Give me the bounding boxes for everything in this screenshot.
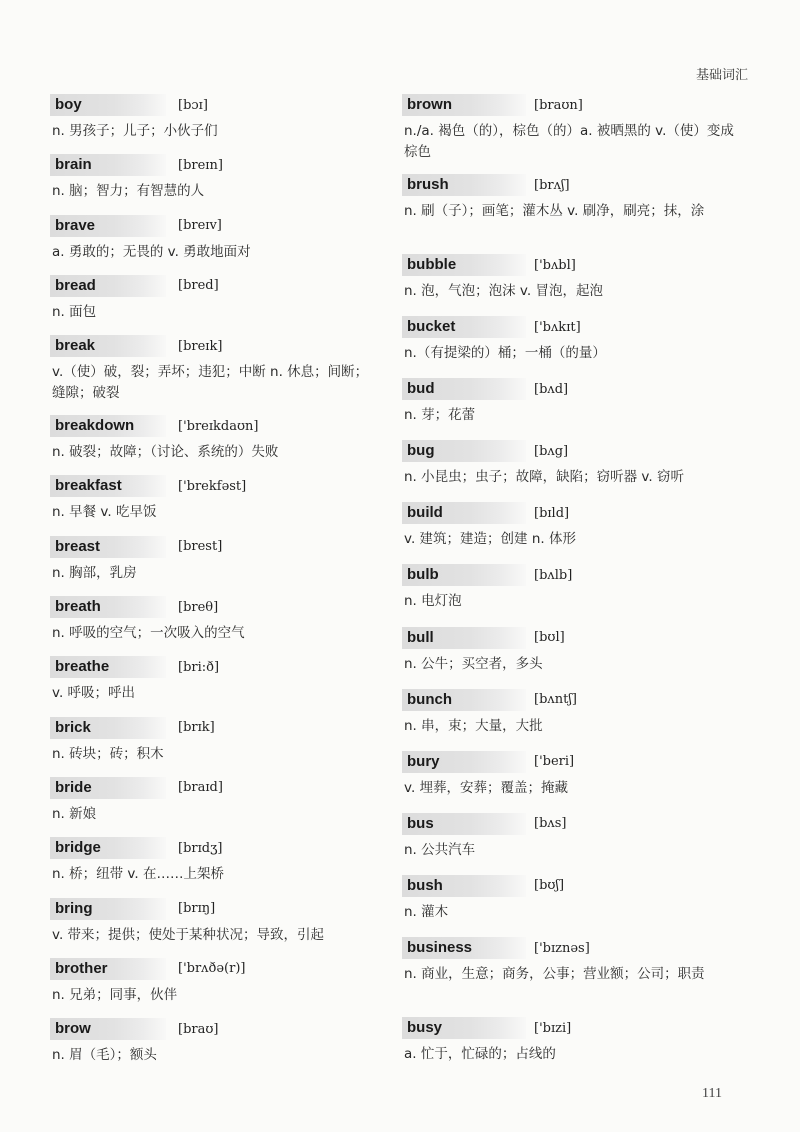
headword: bridge (50, 837, 166, 859)
phonetic: [braʊn] (534, 97, 583, 113)
page-number: 111 (702, 1086, 722, 1101)
headword: bride (50, 777, 166, 799)
phonetic: [bʌlb] (534, 567, 573, 583)
phonetic: [brɪdʒ] (178, 840, 223, 856)
entry-breath (50, 594, 380, 654)
entry-bulb (402, 562, 747, 624)
definition: n. 公共汽车 (404, 841, 476, 858)
headword: breathe (50, 656, 166, 678)
headword: bulb (402, 564, 526, 586)
entry-brush (402, 172, 747, 252)
phonetic: [brɪk] (178, 720, 215, 736)
definition: v. 呼吸；呼出 (52, 685, 136, 702)
definition: n. 商业，生意；商务，公事；营业额；公司；职责 (404, 966, 705, 983)
page-header-title: 基础词汇 (695, 68, 748, 83)
phonetic: [bɪld] (534, 505, 570, 521)
phonetic: [bred] (178, 278, 219, 294)
phonetic: ['beri] (534, 754, 575, 770)
phonetic: [bɔɪ] (178, 97, 208, 113)
headword: bury (402, 751, 526, 773)
entry-bride (50, 775, 380, 835)
definition: v. 带来；提供；使处于某种状况；导致，引起 (52, 926, 325, 943)
phonetic: [braɪd] (178, 780, 223, 796)
headword: bunch (402, 689, 526, 711)
definition: n. 刷（子）；画笔；灌木丛 v. 刷净，刷亮；抹，涂 (404, 203, 705, 219)
definition: a. 勇敢的；无畏的 v. 勇敢地面对 (52, 243, 251, 260)
headword: bucket (402, 316, 526, 338)
entry-brave (50, 213, 380, 273)
headword: breath (50, 596, 166, 618)
left-column (50, 92, 380, 1076)
entry-build (402, 500, 747, 562)
headword: bread (50, 275, 166, 297)
definition: n.（有提梁的）桶；一桶（的量） (404, 345, 606, 362)
entry-bug (402, 438, 747, 500)
phonetic: [bri:ð] (178, 659, 220, 675)
headword: brown (402, 94, 526, 116)
headword: bring (50, 898, 166, 920)
definition: v. 建筑；建造；创建 n. 体形 (404, 531, 576, 548)
headword: brave (50, 215, 166, 237)
entry-brown (402, 92, 747, 172)
phonetic: [breɪk] (178, 338, 223, 354)
phonetic: [bʌs] (534, 816, 567, 832)
phonetic: [bʌntʃ] (534, 692, 577, 708)
headword: break (50, 335, 166, 357)
definition: n. 脑；智力；有智慧的人 (52, 183, 205, 200)
phonetic: [brʌʃ] (534, 177, 570, 193)
entry-brow (50, 1016, 380, 1076)
entry-breakfast (50, 473, 380, 533)
phonetic: [bʌg] (534, 443, 569, 459)
definition: n. 男孩子；儿子；小伙子们 (52, 123, 218, 139)
headword: bush (402, 875, 526, 897)
definition: n. 胸部，乳房 (52, 564, 137, 581)
phonetic: [breɪv] (178, 218, 222, 234)
entry-bridge (50, 835, 380, 895)
entry-boy (50, 92, 380, 152)
definition: n./a. 褐色（的），棕色（的）a. 被晒黑的 v.（使）变成棕色 (404, 123, 734, 160)
definition: n. 泡，气泡；泡沫 v. 冒泡，起泡 (404, 283, 603, 299)
headword: breakdown (50, 415, 166, 437)
phonetic: [breɪn] (178, 157, 223, 173)
definition: n. 面包 (52, 303, 97, 320)
phonetic: ['brʌðə(r)] (178, 961, 246, 977)
definition: v.（使）破，裂；弄坏；违犯；中断 n. 休息；间断；缝隙；破裂 (52, 364, 369, 402)
entry-bring (50, 896, 380, 956)
phonetic: [braʊ] (178, 1021, 219, 1037)
entry-brick (50, 715, 380, 775)
headword: bug (402, 440, 526, 462)
entry-bunch (402, 687, 747, 749)
entry-brain (50, 152, 380, 212)
entry-bubble (402, 252, 747, 314)
entry-breakdown (50, 413, 380, 473)
phonetic: ['bʌkɪt] (534, 319, 581, 335)
phonetic: ['bʌbl] (534, 257, 576, 273)
headword: breast (50, 536, 166, 558)
headword: build (402, 502, 526, 524)
entry-breast (50, 534, 380, 594)
headword: business (402, 937, 526, 959)
entry-bush (402, 873, 747, 935)
headword: busy (402, 1017, 526, 1039)
phonetic: ['bɪzi] (534, 1020, 572, 1036)
headword: brick (50, 717, 166, 739)
right-column (402, 92, 747, 1077)
entry-busy (402, 1015, 747, 1077)
headword: brush (402, 174, 526, 196)
definition: n. 桥；纽带 v. 在……上架桥 (52, 866, 224, 883)
definition: a. 忙于，忙碌的；占线的 (404, 1046, 556, 1063)
entry-bucket (402, 314, 747, 376)
definition: n. 破裂；故障；（讨论、系统的）失败 (52, 444, 279, 461)
entry-break (50, 333, 380, 413)
phonetic: [brɪŋ] (178, 901, 216, 917)
definition: v. 埋葬，安葬；覆盖；掩藏 (404, 779, 569, 796)
definition: n. 小昆虫；虫子；故障，缺陷；窃听器 v. 窃听 (404, 469, 684, 486)
entry-bury (402, 749, 747, 811)
entry-bus (402, 811, 747, 873)
definition: n. 电灯泡 (404, 593, 462, 610)
headword: boy (50, 94, 166, 116)
definition: n. 新娘 (52, 805, 97, 822)
entry-business (402, 935, 747, 1015)
phonetic: ['breɪkdaʊn] (178, 418, 259, 434)
phonetic: ['brekfəst] (178, 478, 247, 494)
definition: n. 串，束；大量，大批 (404, 717, 543, 734)
entry-bud (402, 376, 747, 438)
phonetic: [bʌd] (534, 381, 569, 397)
definition: n. 砖块；砖；积木 (52, 745, 164, 762)
definition: n. 公牛；买空者，多头 (404, 655, 543, 672)
headword: bus (402, 813, 526, 835)
phonetic: [breθ] (178, 599, 219, 615)
entry-bull (402, 625, 747, 687)
headword: bud (402, 378, 526, 400)
phonetic: [bʊʃ] (534, 878, 565, 894)
definition: n. 眉（毛）；额头 (52, 1047, 157, 1064)
definition: n. 早餐 v. 吃早饭 (52, 504, 157, 521)
headword: brow (50, 1018, 166, 1040)
entry-breathe (50, 654, 380, 714)
phonetic: [brest] (178, 539, 223, 555)
entry-bread (50, 273, 380, 333)
entry-brother (50, 956, 380, 1016)
headword: brain (50, 154, 166, 176)
definition: n. 芽；花蕾 (404, 407, 476, 424)
phonetic: [bʊl] (534, 630, 565, 646)
headword: bull (402, 627, 526, 649)
headword: brother (50, 958, 166, 980)
headword: breakfast (50, 475, 166, 497)
headword: bubble (402, 254, 526, 276)
definition: n. 灌木 (404, 903, 449, 920)
definition: n. 兄弟；同事，伙伴 (52, 986, 178, 1003)
definition: n. 呼吸的空气；一次吸入的空气 (52, 625, 245, 642)
phonetic: ['bɪznəs] (534, 940, 590, 956)
